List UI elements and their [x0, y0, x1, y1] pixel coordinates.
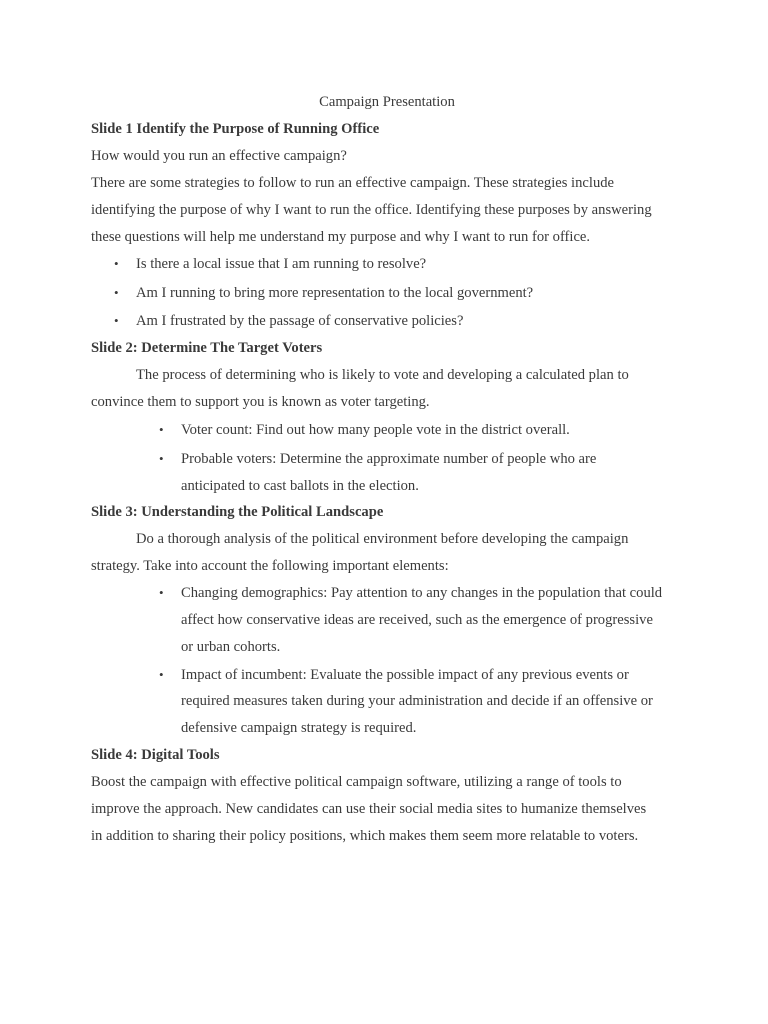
bullet-icon: •	[159, 585, 164, 600]
slide-2-heading: Slide 2: Determine The Target Voters	[91, 340, 323, 356]
slide-2-bullet-text: Voter count: Find out how many people vote in the district overall.	[181, 422, 570, 438]
bullet-icon: •	[159, 667, 164, 682]
slide-3-heading: Slide 3: Understanding the Political Landscape	[91, 504, 384, 520]
slide-3-paragraph-line: Do a thorough analysis of the political environment before developing the campaign	[136, 531, 629, 547]
slide-2-paragraph-line: The process of determining who is likely to vote and developing a calculated plan to	[136, 367, 629, 383]
bullet-icon: •	[159, 422, 164, 437]
slide-3-bullet-text: affect how conservative ideas are received, such as the emergence of progressive	[181, 612, 653, 628]
slide-3-bullet-text: Impact of incumbent: Evaluate the possible impact of any previous events or	[181, 667, 629, 683]
slide-1-bullet-text: Am I frustrated by the passage of conservative policies?	[136, 313, 464, 329]
slide-3-bullet-text: Changing demographics: Pay attention to any changes in the population that could	[181, 585, 663, 601]
slide-2-bullet-text: Probable voters: Determine the approximate number of people who are	[181, 451, 597, 467]
slide-3-bullet-text: required measures taken during your administration and decide if an offensive or	[181, 693, 653, 709]
slide-2-paragraph-line: convince them to support you is known as voter targeting.	[91, 394, 430, 410]
slide-3-bullet-text: or urban cohorts.	[181, 639, 281, 655]
document-title: Campaign Presentation	[319, 94, 455, 110]
slide-4-paragraph-line: in addition to sharing their policy positions, which makes them seem more relatable to voters.	[91, 828, 639, 844]
slide-1-bullet-text: Am I running to bring more representation to the local government?	[136, 285, 534, 301]
slide-2-bullet-text: anticipated to cast ballots in the election.	[181, 478, 419, 494]
slide-3-paragraph-line: strategy. Take into account the following important elements:	[91, 558, 449, 574]
bullet-icon: •	[159, 451, 164, 466]
slide-4-paragraph-line: improve the approach. New candidates can use their social media sites to humanize themselves	[91, 801, 647, 817]
bullet-icon: •	[114, 313, 119, 328]
slide-1-heading: Slide 1 Identify the Purpose of Running Office	[91, 121, 380, 137]
bullet-icon: •	[114, 256, 119, 271]
slide-1-bullet-text: Is there a local issue that I am running to resolve?	[136, 256, 427, 272]
slide-1-question: How would you run an effective campaign?	[91, 148, 347, 164]
slide-1-paragraph-line: There are some strategies to follow to run an effective campaign. These strategies include	[91, 175, 615, 191]
slide-4-heading: Slide 4: Digital Tools	[91, 747, 220, 763]
slide-3-bullet-text: defensive campaign strategy is required.	[181, 720, 417, 736]
slide-1-paragraph-line: identifying the purpose of why I want to run the office. Identifying these purposes by answering	[91, 202, 652, 218]
slide-1-paragraph-line: these questions will help me understand my purpose and why I want to run for office.	[91, 229, 591, 245]
bullet-icon: •	[114, 285, 119, 300]
slide-4-paragraph-line: Boost the campaign with effective political campaign software, utilizing a range of tools to	[91, 774, 622, 790]
